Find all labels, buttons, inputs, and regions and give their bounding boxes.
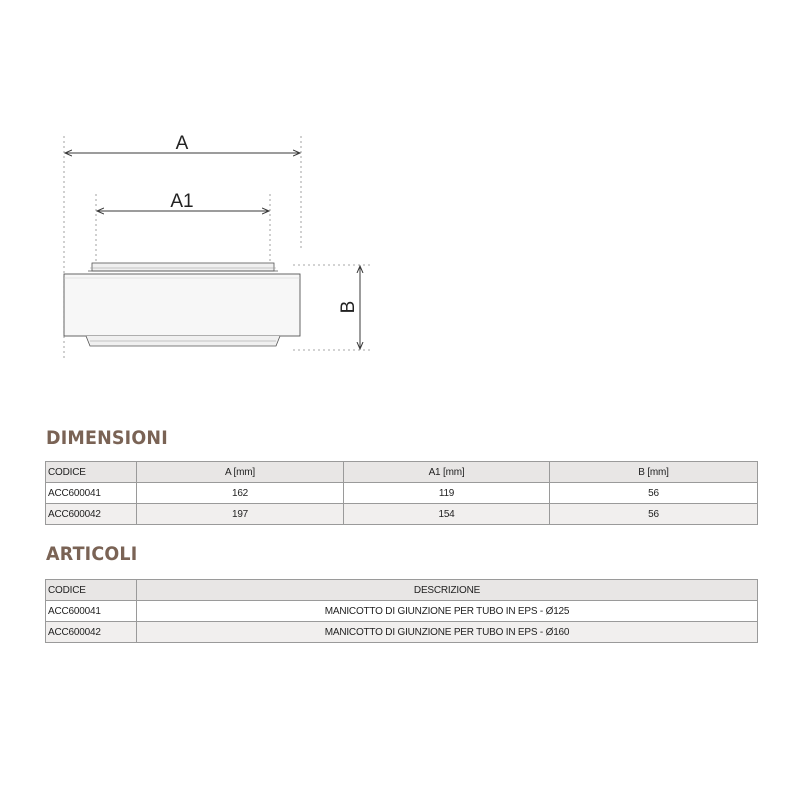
- sleeve-shape: [64, 263, 300, 346]
- dimension-a1: [97, 191, 269, 212]
- header-codice: CODICE: [46, 462, 137, 483]
- table-row: [46, 504, 758, 525]
- dimensions-title: DIMENSIONI: [46, 427, 168, 449]
- cell-b: 56: [550, 483, 758, 504]
- cell-a1: 119: [344, 483, 550, 504]
- label-a: A: [175, 133, 189, 154]
- header-a1: A1 [mm]: [344, 462, 550, 483]
- cell-code: ACC600041: [46, 483, 137, 504]
- table-row: [46, 622, 758, 643]
- table-row: [46, 483, 758, 504]
- label-a1: A1: [170, 191, 194, 212]
- header-codice: CODICE: [46, 580, 137, 601]
- dimensions-table: [45, 461, 758, 525]
- label-b: B: [338, 300, 359, 314]
- header-b: B [mm]: [550, 462, 758, 483]
- dimension-a: [65, 133, 300, 154]
- table-header-row: [46, 462, 758, 483]
- cell-a: 197: [137, 504, 344, 525]
- cell-description: MANICOTTO DI GIUNZIONE PER TUBO IN EPS - Ø125: [137, 601, 758, 622]
- cell-a1: 154: [344, 504, 550, 525]
- cell-a: 162: [137, 483, 344, 504]
- table-header-row: [46, 580, 758, 601]
- cell-b: 56: [550, 504, 758, 525]
- cell-description: MANICOTTO DI GIUNZIONE PER TUBO IN EPS - Ø160: [137, 622, 758, 643]
- articles-table: [45, 579, 758, 643]
- cell-code: ACC600041: [46, 601, 137, 622]
- header-a: A [mm]: [137, 462, 344, 483]
- cell-code: ACC600042: [46, 622, 137, 643]
- dimension-b: [338, 266, 360, 349]
- table-row: [46, 601, 758, 622]
- cell-code: ACC600042: [46, 504, 137, 525]
- articles-title: ARTICOLI: [46, 543, 138, 565]
- header-descrizione: DESCRIZIONE: [137, 580, 758, 601]
